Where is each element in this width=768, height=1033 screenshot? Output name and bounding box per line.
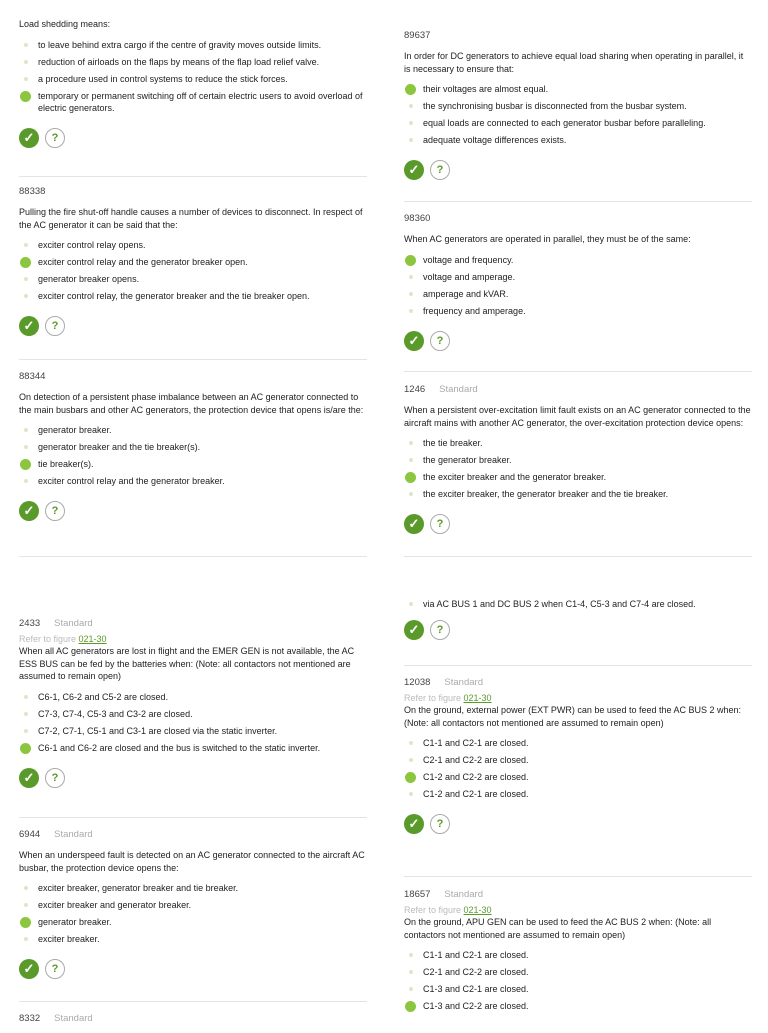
divider [19, 1001, 367, 1002]
answer-text: adequate voltage differences exists. [423, 135, 567, 145]
answer-text: exciter control relay opens. [38, 240, 146, 250]
question-card [19, 1013, 367, 1033]
bullet-icon [409, 987, 413, 991]
answer-option[interactable] [19, 73, 367, 85]
check-answer-icon[interactable]: ✓ [19, 128, 39, 148]
answer-option[interactable] [404, 437, 752, 449]
question-stem: When all AC generators are lost in flight and the EMER GEN is not available, the AC ESS BUS can be fed by the batteries when: (Note: all contactors not mentioned are assumed to remain open) [19, 646, 355, 681]
check-answer-icon[interactable]: ✓ [19, 959, 39, 979]
answer-text: C6-1 and C6-2 are closed and the bus is switched to the static inverter. [38, 742, 321, 753]
question-card [404, 677, 752, 834]
answer-option[interactable] [404, 288, 752, 300]
question-id: 1246 Standard [404, 384, 478, 395]
answer-option-correct[interactable] [404, 83, 752, 95]
bullet-icon [24, 60, 28, 64]
answer-option[interactable] [404, 134, 752, 146]
question-stem: In order for DC generators to achieve equal load sharing when operating in parallel, it is necessary to ensure that: [404, 51, 744, 74]
answer-option[interactable] [19, 273, 367, 285]
answer-option-correct[interactable] [404, 1000, 752, 1012]
answer-text: C7-2, C7-1, C5-1 and C3-1 are closed via the static inverter. [38, 725, 278, 736]
check-answer-icon[interactable]: ✓ [19, 501, 39, 521]
question-card [404, 889, 752, 1017]
answer-option-correct[interactable] [19, 742, 367, 754]
bullet-icon [409, 953, 413, 957]
standard-badge: Standard [444, 677, 483, 688]
check-answer-icon[interactable]: ✓ [404, 814, 424, 834]
answer-text: reduction of airloads on the flaps by means of the flap load relief valve. [38, 56, 320, 67]
correct-answer-icon [20, 743, 31, 754]
bullet-icon [409, 458, 413, 462]
bullet-icon [409, 292, 413, 296]
answer-text: C6-1, C6-2 and C5-2 are closed. [38, 691, 169, 702]
answer-option[interactable] [404, 966, 752, 978]
bullet-icon [24, 243, 28, 247]
answer-text: temporary or permanent switching off of certain electric users to avoid overload of electric generators. [38, 90, 363, 113]
answer-option[interactable] [404, 754, 752, 766]
answer-text: via AC BUS 1 and DC BUS 2 when C1-4, C5-3 and C7-4 are closed. [423, 599, 696, 609]
answer-option[interactable] [19, 899, 367, 911]
bullet-icon [24, 428, 28, 432]
divider [404, 201, 752, 202]
help-icon[interactable]: ? [45, 128, 65, 148]
answer-option[interactable] [404, 454, 752, 466]
answer-text: to leave behind extra cargo if the centre of gravity moves outside limits. [38, 39, 322, 50]
question-stem: On the ground, APU GEN can be used to feed the AC BUS 2 when: (Note: all contactors not mentioned are assumed to remain open) [404, 917, 712, 940]
question-actions [19, 128, 367, 148]
bullet-icon [24, 445, 28, 449]
answer-option[interactable] [19, 725, 367, 737]
answer-option[interactable] [404, 271, 752, 283]
bullet-icon [24, 712, 28, 716]
check-answer-icon[interactable]: ✓ [19, 768, 39, 788]
question-actions [404, 331, 752, 351]
question-card [404, 384, 752, 534]
standard-badge: Standard [54, 1013, 93, 1024]
help-icon[interactable]: ? [45, 316, 65, 336]
answer-option[interactable] [19, 424, 367, 436]
answer-option[interactable] [404, 737, 752, 749]
answer-list [19, 239, 367, 302]
question-id: 2433 Standard [19, 618, 93, 629]
check-answer-icon[interactable]: ✓ [404, 331, 424, 351]
figure-link[interactable]: 021-30 [463, 693, 492, 703]
answer-option[interactable] [404, 117, 752, 129]
divider [19, 817, 367, 818]
answer-list [19, 424, 367, 487]
answer-text: voltage and frequency. [423, 254, 514, 265]
answer-option[interactable] [19, 39, 367, 51]
correct-answer-icon [405, 472, 416, 483]
question-id: 8332 Standard [19, 1013, 93, 1024]
bullet-icon [24, 903, 28, 907]
answer-list [19, 882, 367, 945]
help-icon[interactable]: ? [45, 501, 65, 521]
divider [404, 876, 752, 877]
answer-option-correct[interactable] [404, 471, 752, 483]
answer-text: C1-3 and C2-2 are closed. [423, 1001, 529, 1011]
answer-option[interactable] [404, 949, 752, 961]
answer-option[interactable] [404, 788, 752, 800]
divider [404, 371, 752, 372]
answer-option-correct[interactable] [404, 771, 752, 783]
bullet-icon [409, 492, 413, 496]
answer-text: C7-3, C7-4, C5-3 and C3-2 are closed. [38, 708, 193, 719]
answer-text: the tie breaker. [423, 438, 483, 448]
answer-text: C1-1 and C2-1 are closed. [423, 738, 529, 748]
answer-text: their voltages are almost equal. [423, 84, 549, 94]
answer-text: frequency and amperage. [423, 305, 526, 316]
question-id: 18657 Standard [404, 889, 483, 900]
answer-option[interactable] [19, 56, 367, 68]
answer-list [404, 737, 752, 800]
answer-option[interactable] [19, 708, 367, 720]
question-card [404, 213, 752, 351]
answer-text: C1-2 and C2-1 are closed. [423, 789, 529, 799]
bullet-icon [24, 729, 28, 733]
divider [19, 176, 367, 177]
answer-option-correct[interactable] [19, 256, 367, 268]
bullet-icon [24, 886, 28, 890]
help-icon[interactable]: ? [430, 620, 450, 640]
answer-option[interactable] [404, 488, 752, 500]
check-answer-icon[interactable]: ✓ [404, 620, 424, 640]
correct-answer-icon [405, 255, 416, 266]
answer-text: generator breaker opens. [38, 274, 140, 284]
question-actions [404, 160, 752, 180]
standard-badge: Standard [444, 889, 483, 900]
question-stem: Load shedding means: [19, 19, 111, 29]
bullet-icon [409, 138, 413, 142]
answer-text: exciter breaker, generator breaker and tie breaker. [38, 883, 239, 893]
answer-text: tie breaker(s). [38, 459, 94, 469]
answer-option-correct[interactable] [19, 458, 367, 470]
answer-option-correct[interactable] [19, 916, 367, 928]
answer-text: the exciter breaker, the generator breaker and the tie breaker. [423, 489, 669, 499]
question-id: 89637 [404, 30, 431, 41]
question-actions [404, 814, 752, 834]
correct-answer-icon [405, 1001, 416, 1012]
figure-reference: Refer to figure 021-30 [19, 634, 107, 644]
answer-option[interactable] [19, 691, 367, 703]
help-icon[interactable]: ? [430, 160, 450, 180]
answer-text: C1-3 and C2-1 are closed. [423, 984, 529, 994]
help-icon[interactable]: ? [430, 514, 450, 534]
bullet-icon [24, 937, 28, 941]
answer-text: C1-2 and C2-2 are closed. [423, 772, 529, 782]
bullet-icon [409, 758, 413, 762]
answer-option[interactable] [19, 290, 367, 302]
divider [404, 556, 752, 557]
figure-reference: Refer to figure 021-30 [404, 693, 492, 703]
bullet-icon [409, 275, 413, 279]
question-id: 6944 Standard [19, 829, 93, 840]
question-card [404, 30, 752, 180]
bullet-icon [24, 695, 28, 699]
correct-answer-icon [20, 917, 31, 928]
question-actions [404, 620, 752, 640]
answer-text: voltage and amperage. [423, 271, 516, 282]
answer-option-correct[interactable] [19, 90, 367, 114]
correct-answer-icon [405, 84, 416, 95]
bullet-icon [409, 104, 413, 108]
question-actions [19, 959, 367, 979]
bullet-icon [24, 77, 28, 81]
question-stem: On the ground, external power (EXT PWR) can be used to feed the AC BUS 2 when: (Note: all contactors not mentioned are assumed to remain open) [404, 705, 742, 728]
answer-option-correct[interactable] [404, 254, 752, 266]
question-card [19, 18, 367, 148]
answer-text: generator breaker and the tie breaker(s). [38, 442, 201, 452]
answer-list [19, 39, 367, 114]
help-icon[interactable]: ? [430, 814, 450, 834]
question-id: 12038 Standard [404, 677, 483, 688]
answer-option[interactable] [404, 598, 752, 610]
answer-option[interactable] [404, 305, 752, 317]
question-card [19, 186, 367, 336]
answer-option[interactable] [19, 441, 367, 453]
answer-list [19, 691, 367, 754]
figure-link[interactable]: 021-30 [463, 905, 492, 915]
answer-option[interactable] [404, 100, 752, 112]
answer-text: C1-1 and C2-1 are closed. [423, 950, 529, 960]
correct-answer-icon [20, 257, 31, 268]
answer-text: the exciter breaker and the generator breaker. [423, 472, 607, 482]
bullet-icon [409, 121, 413, 125]
correct-answer-icon [405, 772, 416, 783]
answer-option[interactable] [404, 983, 752, 995]
answer-text: the generator breaker. [423, 455, 512, 465]
figure-reference: Refer to figure 021-30 [404, 905, 492, 915]
answer-text: a procedure used in control systems to reduce the stick forces. [38, 73, 288, 84]
question-card [19, 371, 367, 521]
answer-list [404, 598, 752, 610]
question-actions [19, 316, 367, 336]
question-id: 98360 [404, 213, 431, 224]
answer-text: equal loads are connected to each generator busbar before paralleling. [423, 118, 706, 128]
standard-badge: Standard [54, 829, 93, 840]
question-card [19, 829, 367, 979]
bullet-icon [24, 277, 28, 281]
question-stem: Pulling the fire shut-off handle causes a number of devices to disconnect. In respect of the AC generator it can be said that the: [19, 207, 363, 230]
question-stem: When a persistent over-excitation limit fault exists on an AC generator connected to the aircraft mains with another AC generator, the over-excitation protection device opens: [404, 405, 751, 428]
answer-text: the synchronising busbar is disconnected from the busbar system. [423, 101, 687, 111]
answer-list [404, 949, 752, 1012]
standard-badge: Standard [439, 384, 478, 395]
answer-text: C2-1 and C2-2 are closed. [423, 755, 529, 765]
question-actions [19, 501, 367, 521]
bullet-icon [409, 602, 413, 606]
question-stem: On detection of a persistent phase imbalance between an AC generator connected to the main busbars and other AC generators, the protection device that opens is/are the: [19, 392, 364, 415]
answer-text: exciter control relay, the generator breaker and the tie breaker open. [38, 291, 310, 301]
question-card [19, 618, 367, 788]
answer-option[interactable] [19, 475, 367, 487]
bullet-icon [24, 479, 28, 483]
answer-text: amperage and kVAR. [423, 288, 509, 299]
check-answer-icon[interactable]: ✓ [404, 160, 424, 180]
answer-list [404, 437, 752, 500]
question-stem: When AC generators are operated in parallel, they must be of the same: [404, 234, 691, 244]
answer-list [404, 83, 752, 146]
question-card-continued [404, 598, 752, 640]
bullet-icon [409, 441, 413, 445]
divider [404, 665, 752, 666]
check-answer-icon[interactable]: ✓ [19, 316, 39, 336]
question-actions [19, 768, 367, 788]
figure-link[interactable]: 021-30 [78, 634, 107, 644]
bullet-icon [24, 294, 28, 298]
bullet-icon [24, 43, 28, 47]
help-icon[interactable]: ? [430, 331, 450, 351]
answer-option[interactable] [19, 933, 367, 945]
question-stem: When an underspeed fault is detected on an AC generator connected to the aircraft AC busbar, the protection device opens the: [19, 850, 365, 873]
standard-badge: Standard [54, 618, 93, 629]
answer-option[interactable] [19, 882, 367, 894]
answer-text: exciter breaker and generator breaker. [38, 900, 192, 910]
answer-text: exciter control relay and the generator breaker. [38, 476, 225, 486]
answer-text: C2-1 and C2-2 are closed. [423, 967, 529, 977]
bullet-icon [409, 309, 413, 313]
divider [19, 359, 367, 360]
correct-answer-icon [20, 91, 31, 102]
help-icon[interactable]: ? [45, 959, 65, 979]
bullet-icon [409, 792, 413, 796]
divider [19, 556, 367, 557]
answer-option[interactable] [19, 239, 367, 251]
answer-text: exciter breaker. [38, 934, 100, 944]
bullet-icon [409, 741, 413, 745]
question-id: 88344 [19, 371, 46, 382]
correct-answer-icon [20, 459, 31, 470]
answer-text: generator breaker. [38, 917, 112, 927]
question-id: 88338 [19, 186, 46, 197]
check-answer-icon[interactable]: ✓ [404, 514, 424, 534]
answer-text: generator breaker. [38, 425, 112, 435]
help-icon[interactable]: ? [45, 768, 65, 788]
answer-text: exciter control relay and the generator breaker open. [38, 257, 248, 267]
bullet-icon [409, 970, 413, 974]
question-actions [404, 514, 752, 534]
answer-list [404, 254, 752, 317]
